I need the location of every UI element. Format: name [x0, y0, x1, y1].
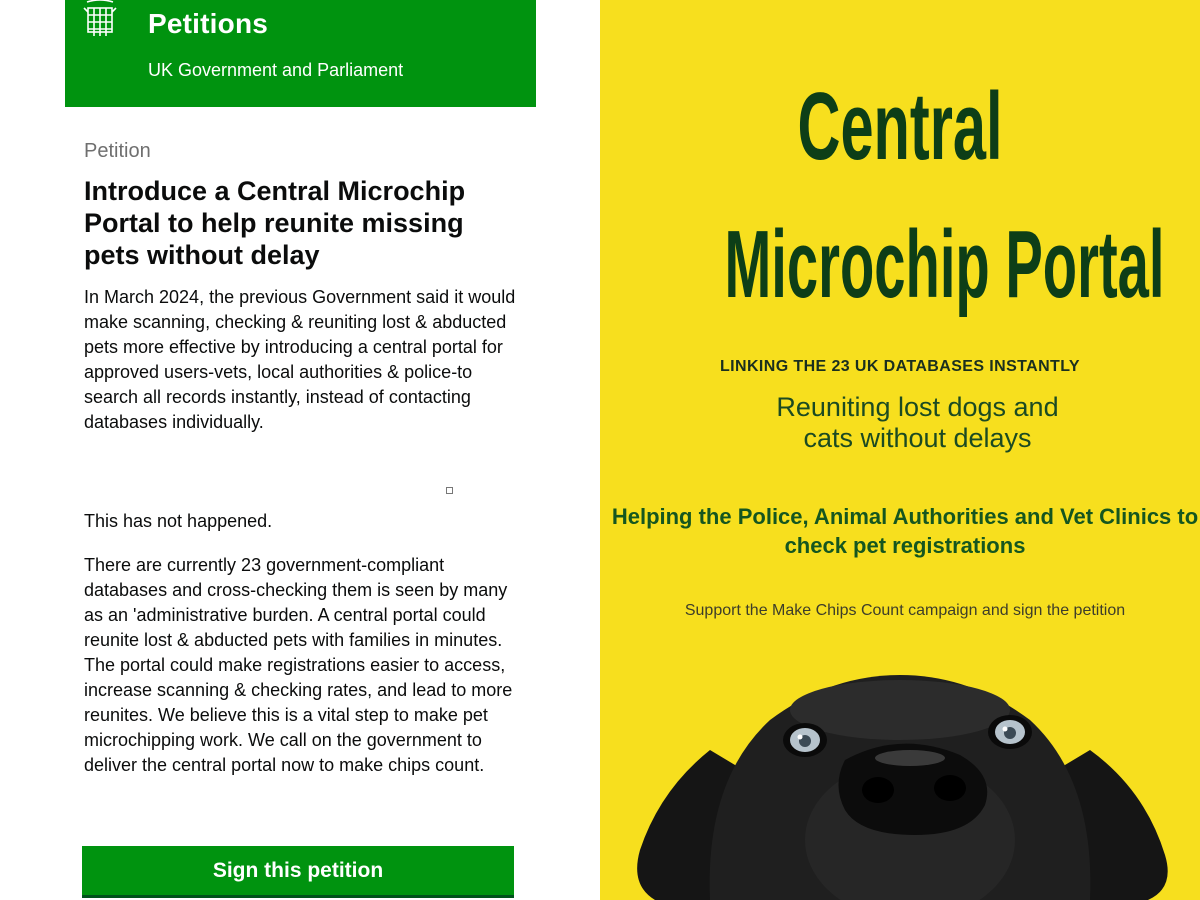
site-header [65, 0, 536, 107]
petition-title: Introduce a Central Microchip Portal to help reunite missing pets without delay [84, 176, 466, 270]
poster-helping-text: Helping the Police, Animal Authorities and Vet Clinics to check pet registrations [611, 504, 1199, 558]
header-title[interactable]: Petitions [148, 8, 269, 39]
petition-caption: Petition [84, 140, 151, 162]
campaign-poster [600, 0, 1200, 900]
petition-paragraph: In March 2024, the previous Government said it would make scanning, checking & reuniting lost & abducted pets more effective by introducing a central portal for approved users-vets, local authorities & police-to search all records instantly, instead of contacting databases individually. [84, 287, 516, 432]
dog-image [600, 640, 1200, 900]
portcullis-icon [83, 0, 117, 40]
header-subtitle: UK Government and Parliament [148, 60, 404, 80]
petition-paragraph: This has not happened. [84, 511, 273, 531]
poster-tagline: LINKING THE 23 UK DATABASES INSTANTLY [719, 358, 1080, 375]
petition-paragraph: There are currently 23 government-compliant databases and cross-checking them is seen by many as an 'administrative burden. A central portal could reunite lost & abducted pets with families in minutes. The portal could make registrations easier to access, increase scanning & checking rates, and lead to more reunites. We believe this is a vital step to make pet microchipping work. We call on the government to deliver the central portal now to make chips count. [84, 555, 513, 775]
poster-title-line-1: Central [797, 73, 1003, 180]
sign-petition-button[interactable]: Sign this petition [82, 846, 514, 898]
poster-support-text: Support the Make Chips Count campaign and sign the petition [684, 602, 1126, 619]
poster-title-line-2: Microchip Portal [724, 211, 1165, 318]
poster-subhead: Reuniting lost dogs and cats without delays [776, 392, 1059, 453]
small-square-marker [446, 487, 453, 494]
